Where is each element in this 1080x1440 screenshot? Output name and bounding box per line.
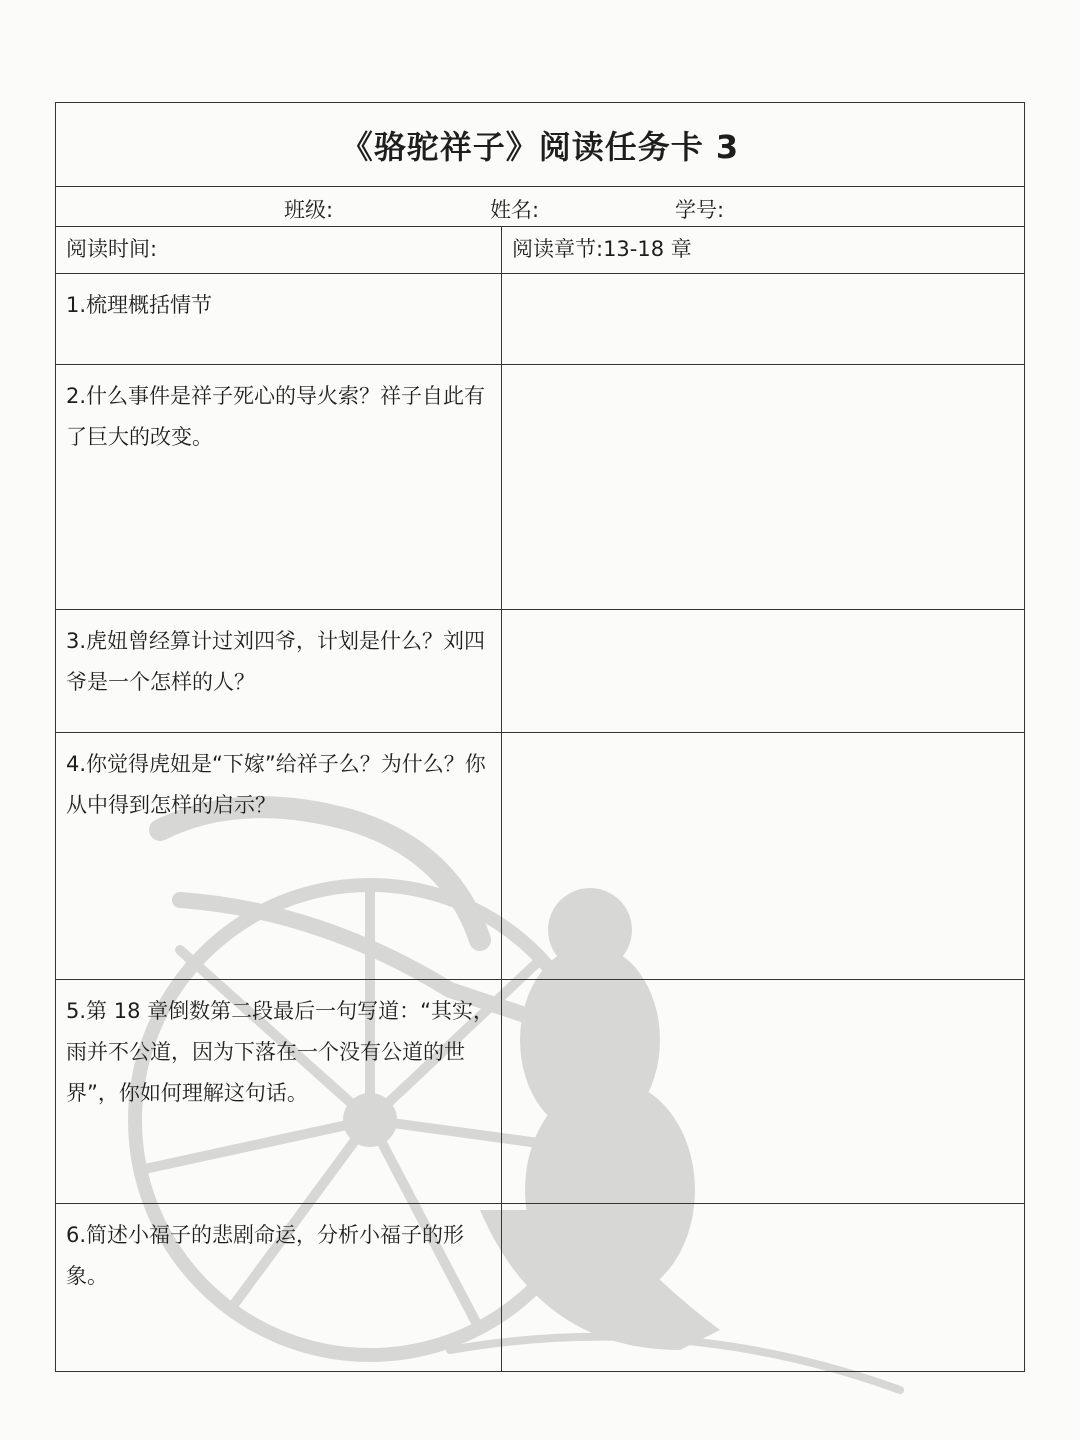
question-text: 3.虎妞曾经算计过刘四爷，计划是什么？刘四爷是一个怎样的人？ bbox=[66, 629, 486, 694]
title-row bbox=[56, 103, 1024, 187]
question-text: 5.第 18 章倒数第二段最后一句写道：“其实，雨并不公道，因为下落在一个没有公道的世界”，你如何理解这句话。 bbox=[66, 999, 494, 1105]
question-text: 1.梳理概括情节 bbox=[66, 293, 213, 317]
name-label: 姓名: bbox=[490, 198, 540, 222]
answer-cell[interactable] bbox=[502, 365, 1024, 609]
answer-cell[interactable] bbox=[502, 274, 1024, 364]
question-cell bbox=[56, 274, 502, 364]
question-cell bbox=[56, 365, 502, 609]
question-text: 6.简述小福子的悲剧命运，分析小福子的形象。 bbox=[66, 1223, 465, 1288]
student-id-label: 学号: bbox=[675, 198, 725, 222]
reading-chapter-cell bbox=[502, 227, 1024, 273]
question-text: 2.什么事件是祥子死心的导火索？祥子自此有了巨大的改变。 bbox=[66, 384, 486, 449]
reading-time-label: 阅读时间: bbox=[66, 237, 158, 261]
question-row bbox=[56, 365, 1024, 610]
question-row bbox=[56, 610, 1024, 733]
answer-cell[interactable] bbox=[502, 980, 1024, 1203]
question-cell bbox=[56, 610, 502, 732]
reading-time-cell bbox=[56, 227, 502, 273]
question-cell bbox=[56, 980, 502, 1203]
question-row bbox=[56, 1204, 1024, 1371]
class-label: 班级: bbox=[284, 198, 334, 222]
student-info-row bbox=[56, 187, 1024, 227]
reading-task-card bbox=[55, 102, 1025, 1372]
question-row bbox=[56, 274, 1024, 365]
question-row bbox=[56, 980, 1024, 1204]
card-title: 《骆驼祥子》阅读任务卡 3 bbox=[340, 127, 740, 166]
reading-chapter-label: 阅读章节:13-18 章 bbox=[512, 237, 692, 261]
question-text: 4.你觉得虎妞是“下嫁”给祥子么？为什么？你从中得到怎样的启示？ bbox=[66, 752, 486, 817]
answer-cell[interactable] bbox=[502, 610, 1024, 732]
reading-meta-row bbox=[56, 227, 1024, 274]
question-cell bbox=[56, 1204, 502, 1371]
answer-cell[interactable] bbox=[502, 1204, 1024, 1371]
question-row bbox=[56, 733, 1024, 980]
question-cell bbox=[56, 733, 502, 979]
answer-cell[interactable] bbox=[502, 733, 1024, 979]
